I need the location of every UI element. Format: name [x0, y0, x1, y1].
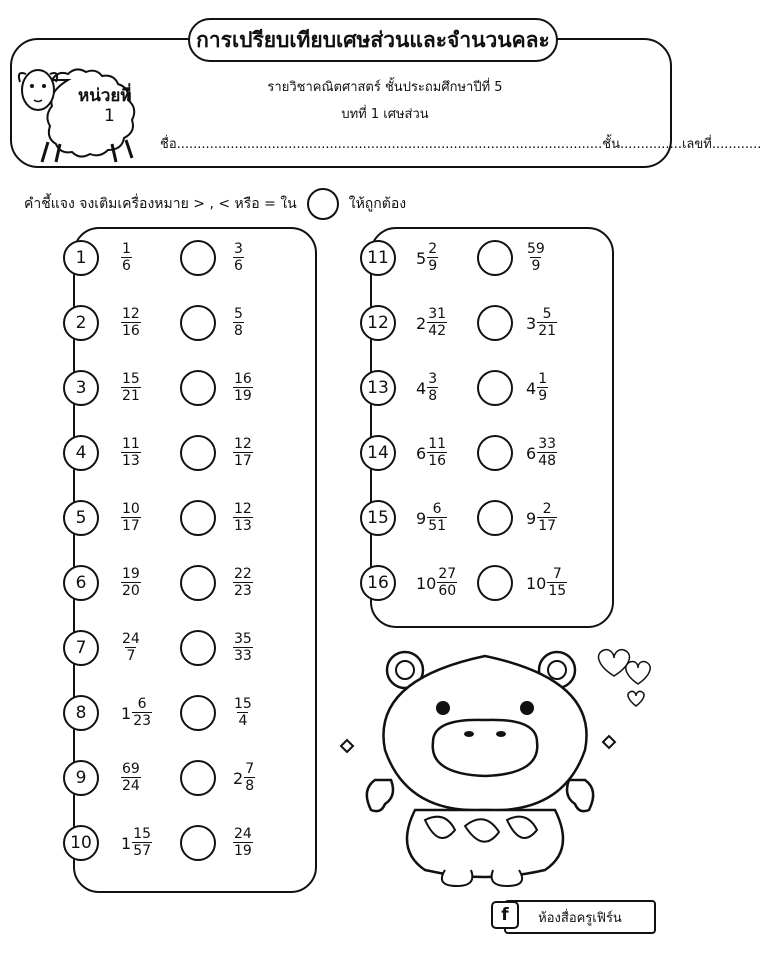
left-operand — [121, 760, 141, 796]
fraction: 15 4 — [234, 696, 252, 729]
fraction: 5 8 — [234, 306, 243, 339]
left-operand — [121, 825, 152, 861]
whole-number: 9 — [416, 508, 427, 528]
fraction: 10 17 — [122, 501, 140, 534]
subject-line: รายวิชาคณิตศาสตร์ ชั้นประถมศึกษาปีที่ 5 — [267, 80, 503, 95]
left-operand — [416, 240, 438, 276]
fraction: 16 19 — [234, 371, 252, 404]
left-operand — [416, 435, 447, 471]
problem-number: 12 — [360, 305, 396, 341]
page-title: การเปรียบเทียบเศษส่วนและจำนวนคละ — [188, 18, 558, 62]
hippo-illustration — [335, 630, 625, 890]
answer-circle[interactable] — [180, 370, 216, 406]
problem-number: 2 — [63, 305, 99, 341]
answer-circle[interactable] — [477, 370, 513, 406]
problem-number: 10 — [63, 825, 99, 861]
name-field[interactable]: ชื่อ....................................................................................................... — [160, 137, 603, 152]
fraction: 12 13 — [234, 501, 252, 534]
fraction: 15 57 — [133, 826, 152, 859]
fraction: 5 21 — [538, 306, 557, 339]
answer-circle[interactable] — [180, 825, 216, 861]
whole-number: 4 — [416, 378, 427, 398]
left-operand — [416, 500, 447, 536]
whole-number: 1 — [121, 703, 132, 723]
right-operand — [233, 370, 253, 406]
whole-number: 3 — [526, 313, 537, 333]
answer-circle[interactable] — [180, 435, 216, 471]
fraction: 1 9 — [538, 371, 548, 404]
fraction: 19 20 — [122, 566, 140, 599]
unit-number: 1 — [104, 106, 115, 126]
instructions-text-end: ให้ถูกต้อง — [348, 196, 407, 212]
problem-number: 13 — [360, 370, 396, 406]
unit-label: หน่วยที่ — [78, 86, 132, 106]
fraction: 11 16 — [428, 436, 447, 469]
fraction: 6 23 — [133, 696, 152, 729]
fraction: 6 51 — [428, 501, 447, 534]
fraction: 7 15 — [548, 566, 567, 599]
fraction: 7 8 — [245, 761, 255, 794]
fraction: 22 23 — [234, 566, 252, 599]
left-operand — [121, 305, 141, 341]
left-operand — [121, 695, 152, 731]
problem-number: 9 — [63, 760, 99, 796]
answer-circle[interactable] — [180, 630, 216, 666]
right-operand — [233, 695, 253, 731]
answer-circle[interactable] — [477, 565, 513, 601]
right-operand — [233, 500, 253, 536]
right-operand — [233, 565, 253, 601]
right-operand — [526, 305, 557, 341]
answer-circle[interactable] — [180, 240, 216, 276]
problem-number: 15 — [360, 500, 396, 536]
blank-circle-example — [307, 188, 339, 220]
right-operand — [233, 240, 244, 276]
right-operand — [233, 825, 253, 861]
answer-circle[interactable] — [180, 695, 216, 731]
instructions-text: คำชี้แจง จงเติมเครื่องหมาย > , < หรือ = ใน — [24, 196, 297, 212]
whole-number: 4 — [526, 378, 537, 398]
whole-number: 10 — [416, 573, 437, 593]
right-operand — [233, 760, 255, 796]
fraction: 3 6 — [234, 241, 243, 274]
fraction: 2 9 — [428, 241, 438, 274]
whole-number: 5 — [416, 248, 427, 268]
right-operand — [526, 435, 557, 471]
fraction: 1 6 — [122, 241, 131, 274]
fraction: 3 8 — [428, 371, 438, 404]
fraction: 33 48 — [538, 436, 557, 469]
left-operand — [121, 565, 141, 601]
facebook-icon: f — [491, 901, 519, 929]
answer-circle[interactable] — [180, 305, 216, 341]
problem-number: 1 — [63, 240, 99, 276]
problem-number: 5 — [63, 500, 99, 536]
fraction: 69 24 — [122, 761, 140, 794]
fraction: 12 17 — [234, 436, 252, 469]
left-operand — [121, 435, 141, 471]
instructions — [24, 188, 406, 220]
right-operand — [233, 435, 253, 471]
problem-number: 14 — [360, 435, 396, 471]
hearts-decoration — [592, 640, 662, 712]
fraction: 2 17 — [538, 501, 557, 534]
fraction: 24 19 — [234, 826, 252, 859]
right-operand — [526, 565, 567, 601]
whole-number: 9 — [526, 508, 537, 528]
problem-number: 4 — [63, 435, 99, 471]
problem-number: 7 — [63, 630, 99, 666]
right-operand — [233, 305, 244, 341]
whole-number: 6 — [416, 443, 427, 463]
left-operand — [416, 370, 438, 406]
fraction: 11 13 — [122, 436, 140, 469]
problem-number: 3 — [63, 370, 99, 406]
problem-number: 16 — [360, 565, 396, 601]
whole-number: 1 — [121, 833, 132, 853]
left-operand — [121, 500, 141, 536]
fraction: 31 42 — [428, 306, 447, 339]
answer-circle[interactable] — [477, 435, 513, 471]
right-operand — [233, 630, 253, 666]
problem-number: 8 — [63, 695, 99, 731]
sheep-head — [22, 70, 54, 110]
fraction: 35 33 — [234, 631, 252, 664]
whole-number: 2 — [233, 768, 244, 788]
problem-number: 6 — [63, 565, 99, 601]
number-field[interactable]: เลขที่............ — [681, 137, 761, 152]
lesson-line: บทที่ 1 เศษส่วน — [341, 107, 429, 122]
left-operand — [121, 370, 141, 406]
answer-circle[interactable] — [180, 565, 216, 601]
problem-number: 11 — [360, 240, 396, 276]
left-operand — [416, 305, 447, 341]
left-operand — [121, 630, 141, 666]
fraction: 15 21 — [122, 371, 140, 404]
fraction: 12 16 — [122, 306, 140, 339]
fraction: 24 7 — [122, 631, 140, 664]
right-operand — [526, 500, 557, 536]
student-info-fields — [160, 133, 761, 154]
sheep-illustration — [12, 62, 162, 168]
footer-logo — [504, 900, 656, 934]
fraction: 27 60 — [438, 566, 457, 599]
answer-circle[interactable] — [477, 305, 513, 341]
answer-circle[interactable] — [477, 240, 513, 276]
answer-circle[interactable] — [180, 760, 216, 796]
right-operand — [526, 240, 546, 276]
footer-logo-text: ห้องสื่อครูเฟิร์น — [538, 910, 622, 926]
answer-circle[interactable] — [477, 500, 513, 536]
fraction: 59 9 — [527, 241, 545, 274]
whole-number: 10 — [526, 573, 547, 593]
left-operand — [121, 240, 132, 276]
left-operand — [416, 565, 457, 601]
class-field[interactable]: ชั้น............... — [602, 137, 682, 152]
right-operand — [526, 370, 548, 406]
whole-number: 6 — [526, 443, 537, 463]
answer-circle[interactable] — [180, 500, 216, 536]
whole-number: 2 — [416, 313, 427, 333]
